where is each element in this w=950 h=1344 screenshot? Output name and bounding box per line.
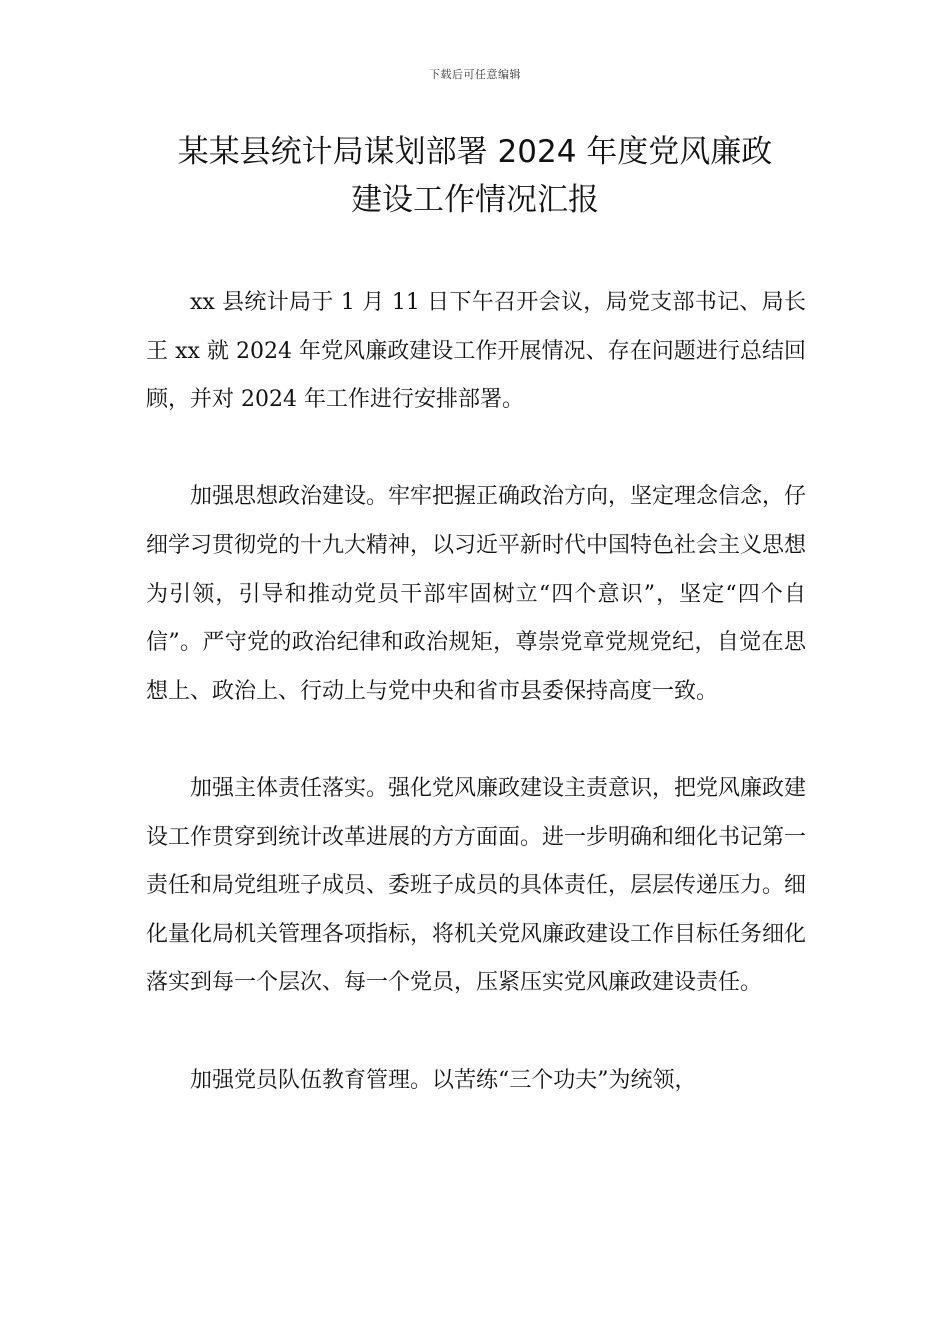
paragraph-responsibility: 加强主体责任落实。强化党风廉政建设主责意识，把党风廉政建设工作贯穿到统计改革进展的方方面面。进一步明确和细化书记第一责任和局党组班子成员、委班子成员的具体责任，层层传递压力。细化量化局机关管理各项指标，将机关党风廉政建设工作目标任务细化落实到每一个层次、每一个党员，压紧压实党风廉政建设责任。	[146, 775, 807, 996]
document-body	[146, 279, 806, 1154]
document-title	[0, 128, 950, 224]
header-note: 下载后可任意编辑	[429, 68, 521, 81]
title-line-2: 建设工作情况汇报	[351, 182, 599, 218]
title-line-1: 某某县统计局谋划部署 2024 年度党风廉政	[177, 134, 773, 170]
paragraph-political-construction: 加强思想政治建设。牢牢把握正确政治方向，坚定理念信念，仔细学习贯彻党的十九大精神，以习近平新时代中国特色社会主义思想为引领，引导和推动党员干部牢固树立“四个意识”，坚定“四个自信”。严守党的政治纪律和政治规矩，尊崇党章党规党纪，自觉在思想上、政治上、行动上与党中央和省市县委保持高度一致。	[146, 484, 807, 704]
paragraph-party-member-management: 加强党员队伍教育管理。以苦练“三个功夫”为统领，	[190, 1067, 697, 1093]
paragraph-intro: xx 县统计局于 1 月 11 日下午召开会议，局党支部书记、局长王 xx 就 2024 年党风廉政建设工作开展情况、存在问题进行总结回顾，并对 2024 年工作进行安排部署。	[146, 290, 806, 413]
